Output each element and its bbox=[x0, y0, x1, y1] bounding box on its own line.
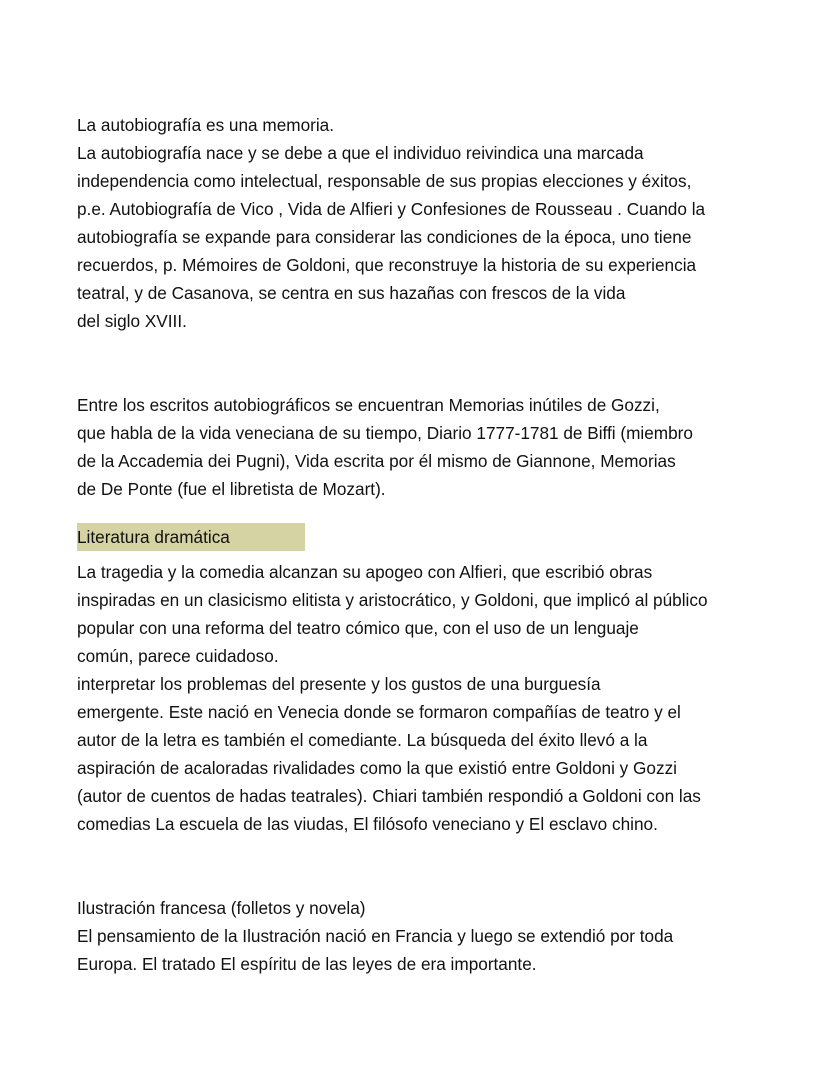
text-line: independencia como intelectual, responsable de sus propias elecciones y éxitos, bbox=[77, 171, 692, 191]
paragraph-escritos-autobiograficos bbox=[77, 391, 693, 503]
text-line: La autobiografía nace y se debe a que el individuo reivindica una marcada bbox=[77, 143, 644, 163]
text-line: que habla de la vida veneciana de su tiempo, Diario 1777-1781 de Biffi (miembro bbox=[77, 423, 693, 443]
text-line: popular con una reforma del teatro cómico que, con el uso de un lenguaje bbox=[77, 618, 639, 638]
heading-literatura-dramatica-wrap bbox=[77, 523, 305, 551]
text-line: La autobiografía es una memoria. bbox=[77, 115, 335, 135]
text-line: comedias La escuela de las viudas, El filósofo veneciano y El esclavo chino. bbox=[77, 814, 658, 834]
paragraph-literatura-dramatica bbox=[77, 558, 708, 838]
text-line: p.e. Autobiografía de Vico , Vida de Alfieri y Confesiones de Rousseau . Cuando la bbox=[77, 199, 706, 219]
text-line: La tragedia y la comedia alcanzan su apogeo con Alfieri, que escribió obras bbox=[77, 562, 653, 582]
text-line: de la Accademia dei Pugni), Vida escrita por él mismo de Giannone, Memorias bbox=[77, 451, 676, 471]
text-line: aspiración de acaloradas rivalidades como la que existió entre Goldoni y Gozzi bbox=[77, 758, 677, 778]
heading-literatura-dramatica: Literatura dramática bbox=[77, 523, 305, 551]
paragraph-autobiografia bbox=[77, 111, 705, 335]
text-line: recuerdos, p. Mémoires de Goldoni, que reconstruye la historia de su experiencia bbox=[77, 255, 697, 275]
text-line: Europa. El tratado El espíritu de las leyes de era importante. bbox=[77, 954, 537, 974]
text-line: inspiradas en un clasicismo elitista y aristocrático, y Goldoni, que implicó al público bbox=[77, 590, 708, 610]
text-line: autor de la letra es también el comediante. La búsqueda del éxito llevó a la bbox=[77, 730, 648, 750]
text-line: (autor de cuentos de hadas teatrales). Chiari también respondió a Goldoni con las bbox=[77, 786, 701, 806]
heading-ilustracion-francesa: Ilustración francesa (folletos y novela) bbox=[77, 898, 366, 918]
text-line: del siglo XVIII. bbox=[77, 311, 187, 331]
text-line: teatral, y de Casanova, se centra en sus hazañas con frescos de la vida bbox=[77, 283, 626, 303]
text-line: de De Ponte (fue el libretista de Mozart). bbox=[77, 479, 386, 499]
section-ilustracion-francesa bbox=[77, 894, 673, 978]
text-line: autobiografía se expande para considerar las condiciones de la época, uno tiene bbox=[77, 227, 692, 247]
text-line: El pensamiento de la Ilustración nació en Francia y luego se extendió por toda bbox=[77, 926, 674, 946]
text-line: interpretar los problemas del presente y los gustos de una burguesía bbox=[77, 674, 601, 694]
text-line: Entre los escritos autobiográficos se encuentran Memorias inútiles de Gozzi, bbox=[77, 395, 660, 415]
text-line: común, parece cuidadoso. bbox=[77, 646, 279, 666]
text-line: emergente. Este nació en Venecia donde se formaron compañías de teatro y el bbox=[77, 702, 681, 722]
